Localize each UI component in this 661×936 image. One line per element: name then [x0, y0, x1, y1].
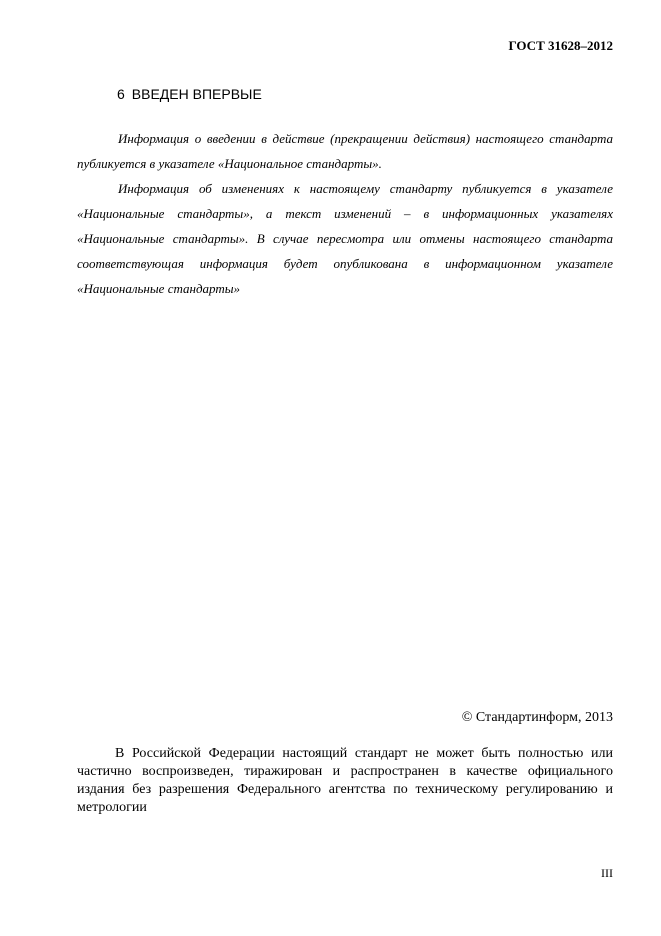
info-paragraph-introduction: Информация о введении в действие (прекращении действия) настоящего стандарта публикуется в указателе «Национальное стандарты». — [77, 131, 613, 171]
legal-notice: В Российской Федерации настоящий стандарт не может быть полностью или частично воспроизведен, тиражирован и распространен в качестве официального издания без разрешения Федерального агентства по техническому регулированию и метрологии — [77, 746, 613, 815]
publication-info — [77, 126, 613, 301]
section-number: 6 — [117, 86, 125, 102]
section-heading — [117, 86, 262, 102]
page-number: III — [601, 866, 613, 880]
copyright-notice: © Стандартинформ, 2013 — [461, 710, 613, 725]
section-title: ВВЕДЕН ВПЕРВЫЕ — [131, 86, 262, 102]
info-paragraph-changes: Информация об изменениях к настоящему стандарту публикуется в указателе «Национальные стандарты», а текст изменений – в информационных указателях «Национальные стандарты». В случае пересмотра или отмены настоящего стандарта соответствующая информация будет опубликована в информационном указателе «Национальные стандарты» — [77, 181, 613, 296]
document-code-header: ГОСТ 31628–2012 — [508, 38, 613, 53]
